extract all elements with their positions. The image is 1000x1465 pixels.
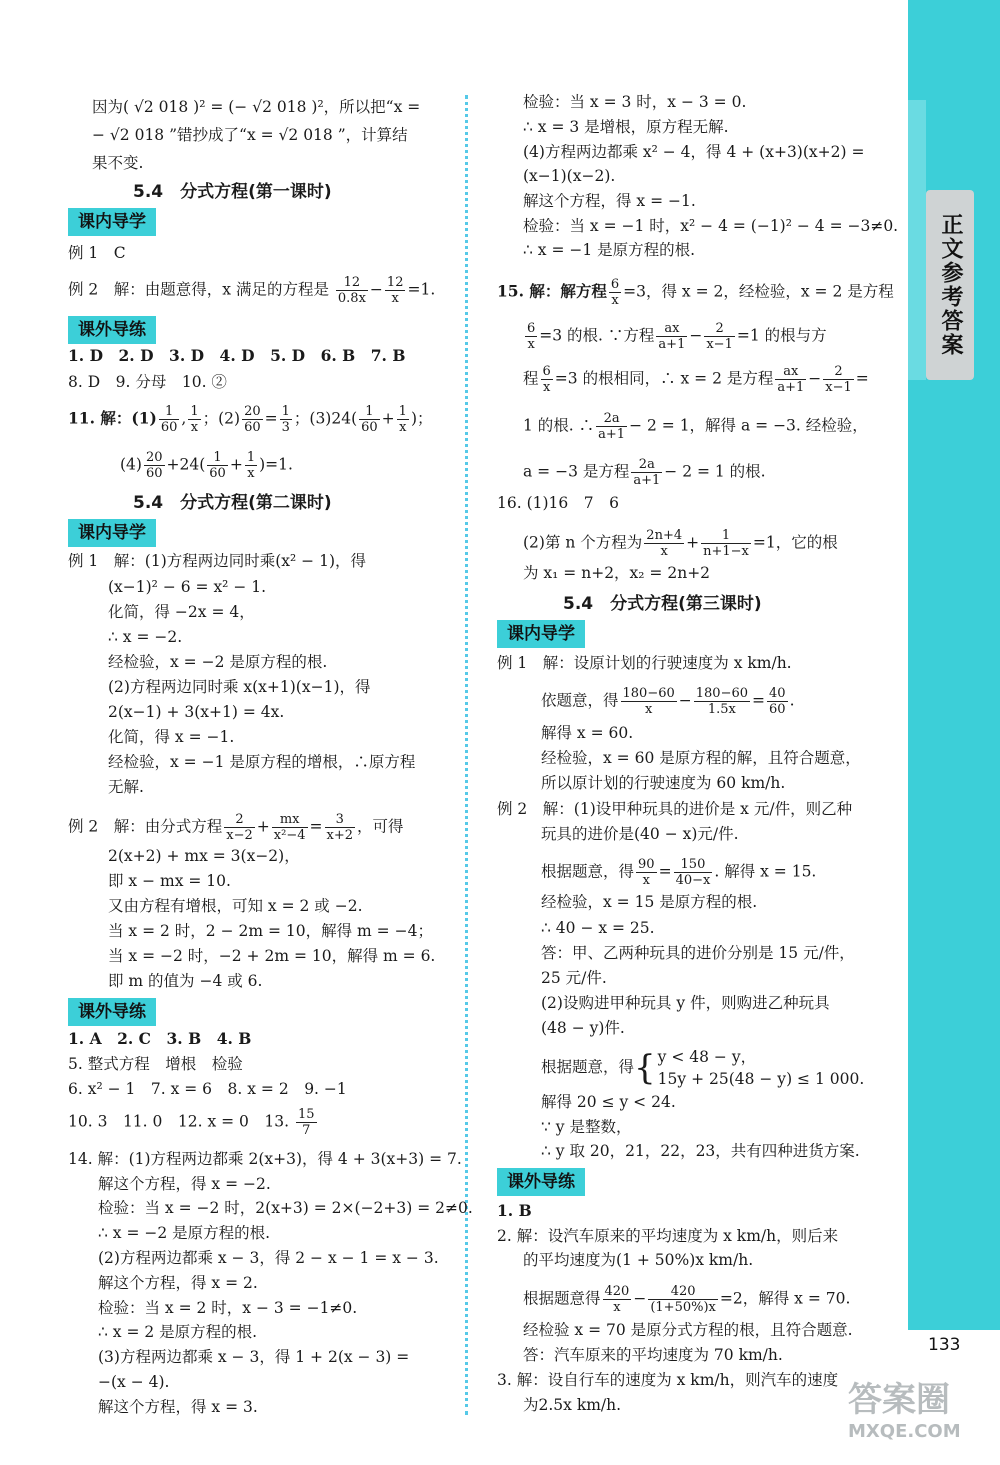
kw1-line-1: 1. D 2. D 3. D 4. D 5. D 6. B 7. B: [68, 346, 406, 365]
ex2c-line-7: 25 元/件.: [541, 969, 607, 987]
ex1b-line-7: 化简，得 x = −1.: [108, 728, 235, 746]
section-tag-kwai-2: 课外导练: [68, 998, 156, 1026]
ex2-line: 例 2 解：由题意得，x 满足的方程是 $\frac{12}{0.8x}$ − $\frac{12}{x}$ =1.: [68, 275, 436, 306]
section-tag-knei-1: 课内导学: [68, 208, 156, 236]
ex2c-line-6: 答：甲、乙两种玩具的进价分别是 15 元/件，: [541, 944, 855, 962]
page-number: 133: [928, 1335, 961, 1355]
ex2c-line-12: ∴ y 取 20，21，22，23，共有四种进货方案.: [541, 1142, 860, 1160]
ex1c-line-3: 解得 x = 60.: [541, 724, 634, 742]
kw3-line-3: 的平均速度为(1 + 50%)x km/h.: [523, 1251, 754, 1269]
q14-line-0: 14. 解：(1)方程两边都乘 2(x+3)，得 4 + 3(x+3) = 7.: [68, 1150, 462, 1168]
ex1c-line-5: 所以原计划的行驶速度为 60 km/h.: [541, 774, 786, 792]
ex2b-line-6: 即 m 的值为 −4 或 6.: [108, 972, 263, 990]
top-line-0: 检验：当 x = 3 时，x − 3 = 0.: [523, 93, 747, 111]
kw2-line-3: 6. x² − 1 7. x = 6 8. x = 2 9. −1: [68, 1080, 347, 1098]
ex2c-line-9: (48 − y)件.: [541, 1019, 625, 1037]
section-tag-kwai-1: 课外导练: [68, 316, 156, 344]
sidebar-tab: [908, 0, 1000, 1330]
kw3-line-7: 3. 解：设自行车的速度为 x km/h，则汽车的速度: [497, 1371, 839, 1389]
q14-line-6: 检验：当 x = 2 时，x − 3 = −1≠0.: [98, 1299, 358, 1317]
ex1b-line-9: 无解.: [108, 778, 144, 796]
q14-line-10: 解这个方程，得 x = 3.: [98, 1398, 258, 1416]
ex1c-line-2: 依题意，得 $\frac{180-60}{x}$ − $\frac{180-60}{1.5x}$ = $\frac{40}{60}$ .: [541, 686, 795, 717]
q16-line-3: 为 x₁ = n+2，x₂ = 2n+2: [523, 564, 711, 582]
ex2b-line-0: 例 2 解：由分式方程 $\frac{2}{x-2}$ + $\frac{mx}{\text{x²−4}}$ = $\frac{3}{x+2}$ ，可得: [68, 812, 404, 843]
ex2c-line-3: 根据题意，得 $\frac{90}{x}$ = $\frac{150}{40-x}$ . 解得 x = 15.: [541, 857, 817, 888]
section-title-1: 5.4 分式方程(第一课时): [133, 182, 332, 202]
top-line-4: 解这个方程，得 x = −1.: [523, 192, 696, 210]
kw3-line-4: 根据题意得 $\frac{420}{x}$ − $\frac{420}{(1+50\%)x}$ =2，解得 x = 70.: [523, 1284, 851, 1315]
section-tag-knei-3: 课内导学: [497, 620, 585, 648]
intro-line-3: 果不变.: [92, 154, 144, 172]
kw3-line-8: 为2.5x km/h.: [523, 1396, 622, 1414]
ex1b-line-0: 例 1 解：(1)方程两边同时乘(x² − 1)，得: [68, 552, 366, 570]
q15-line-5: a = −3 是方程 $\frac{2a}{a+1}$ − 2 = 1 的根.: [523, 457, 766, 488]
ex1-line: 例 1 C: [68, 244, 126, 262]
ex1b-line-8: 经检验，x = −1 是原方程的增根，∴原方程: [108, 753, 416, 771]
kw2-line-2: 5. 整式方程 增根 检验: [68, 1055, 243, 1073]
section-tag-kwai-3: 课外导练: [497, 1168, 585, 1196]
ex2b-line-3: 又由方程有增根，可知 x = 2 或 −2.: [108, 897, 363, 915]
ex1b-line-6: 2(x−1) + 3(x+1) = 4x.: [108, 703, 285, 721]
sidebar-label: 正文参考答案: [926, 190, 974, 380]
top-line-1: ∴ x = 3 是增根，原方程无解.: [523, 118, 729, 136]
kw3-line-5: 经检验 x = 70 是原分式方程的根，且符合题意.: [523, 1321, 853, 1339]
kw3-line-2: 2. 解：设汽车原来的平均速度为 x km/h，则后来: [497, 1227, 839, 1245]
watermark-line-2: MXQE.COM: [848, 1421, 961, 1442]
ex2b-line-1: 2(x+2) + mx = 3(x−2)，: [108, 847, 300, 865]
top-line-2: (4)方程两边都乘 x² − 4，得 4 + (x+3)(x+2) =: [523, 143, 865, 161]
q15-line-4: 1 的根. ∴ $\frac{2a}{a+1}$ − 2 = 1，解得 a = −3. 经检验，: [523, 411, 868, 442]
sidebar-notch: [908, 100, 926, 380]
kw1-line-2: 8. D 9. 分母 10. ②: [68, 373, 227, 391]
kw2-line-1: 1. A 2. C 3. B 4. B: [68, 1029, 252, 1048]
q14-line-4: (2)方程两边都乘 x − 3，得 2 − x − 1 = x − 3.: [98, 1249, 439, 1267]
top-line-3: (x−1)(x−2).: [523, 167, 616, 185]
q15-line-3: 程 $\frac{6}{x}$ =3 的根相同，∴ x = 2 是方程 $\frac{ax}{a+1}$ − $\frac{2}{x-1}$ =: [523, 364, 869, 395]
section-tag-knei-2: 课内导学: [68, 519, 156, 547]
ex2c-line-1: 例 2 解：(1)设甲种玩具的进价是 x 元/件，则乙种: [497, 800, 853, 818]
q14-line-7: ∴ x = 2 是原方程的根.: [98, 1323, 258, 1341]
watermark: [848, 1380, 998, 1460]
watermark-line-1: 答案圈: [848, 1380, 950, 1420]
q14-line-2: 检验：当 x = −2 时，2(x+3) = 2×(−2+3) = 2≠0.: [98, 1199, 473, 1217]
q11-line-2: (4) $\frac{20}{60}$ +24( $\frac{1}{60}$ + $\frac{1}{x}$ )=1.: [120, 450, 293, 481]
ex2c-line-5: ∴ 40 − x = 25.: [541, 919, 655, 937]
ex1b-line-2: 化简，得 −2x = 4，: [108, 603, 255, 621]
ex2c-line-10: 解得 20 ≤ y < 24.: [541, 1093, 676, 1111]
q15-line-1: 15. 解：解方程 $\frac{6}{x}$ =3，得 x = 2，经检验，x = 2 是方程: [497, 277, 894, 308]
ex1c-line-1: 例 1 解：设原计划的行驶速度为 x km/h.: [497, 654, 792, 672]
ex2c-line-11: ∵ y 是整数，: [541, 1118, 632, 1136]
top-line-5: 检验：当 x = −1 时，x² − 4 = (−1)² − 4 = −3≠0.: [523, 217, 899, 235]
intro-line-1: 因为( √2 018 )² = (− √2 018 )²，所以把“x =: [92, 98, 421, 116]
q11-line-1: 11. 解：(1) $\frac{1}{60}$ , $\frac{1}{x}$ ；(2) $\frac{20}{60}$ = $\frac{1}{3}$ ；(3)24( $\frac{1}{60}$ + $\frac{1}{x}$ )；: [68, 404, 433, 435]
ex2c-system: 根据题意，得{ y < 48 − y， 15y + 25(48 − y) ≤ 1 000.: [541, 1048, 865, 1088]
ex2b-line-4: 当 x = 2 时，2 − 2m = 10，解得 m = −4；: [108, 922, 433, 940]
ex1b-line-4: 经检验，x = −2 是原方程的根.: [108, 653, 328, 671]
q14-line-8: (3)方程两边都乘 x − 3，得 1 + 2(x − 3) =: [98, 1348, 410, 1366]
q16-line-1: 16. (1)16 7 6: [497, 494, 619, 512]
q14-line-5: 解这个方程，得 x = 2.: [98, 1274, 258, 1292]
ex2b-line-5: 当 x = −2 时，−2 + 2m = 10，解得 m = 6.: [108, 947, 436, 965]
intro-line-2: − √2 018 ”错抄成了“x = √2 018 ”，计算结: [92, 126, 408, 144]
ex1c-line-4: 经检验，x = 60 是原方程的解，且符合题意，: [541, 749, 861, 767]
ex2c-line-4: 经检验，x = 15 是原方程的根.: [541, 893, 758, 911]
kw3-line-6: 答：汽车原来的平均速度为 70 km/h.: [523, 1346, 783, 1364]
kw3-line-1: 1. B: [497, 1201, 532, 1220]
top-line-6: ∴ x = −1 是原方程的根.: [523, 241, 696, 259]
section-title-3: 5.4 分式方程(第三课时): [563, 594, 762, 614]
q14-line-9: −(x − 4).: [98, 1373, 170, 1391]
q14-line-3: ∴ x = −2 是原方程的根.: [98, 1224, 271, 1242]
kw2-line-4: 10. 3 11. 0 12. x = 0 13. $\frac{15}{7}$: [68, 1107, 315, 1138]
ex1b-line-5: (2)方程两边同时乘 x(x+1)(x−1)，得: [108, 678, 371, 696]
q15-line-2: $\frac{6}{x}$ =3 的根. ∵方程 $\frac{ax}{a+1}$ − $\frac{2}{x-1}$ =1 的根与方: [527, 321, 827, 352]
ex1b-line-1: (x−1)² − 6 = x² − 1.: [108, 578, 267, 596]
ex1b-line-3: ∴ x = −2.: [108, 628, 183, 646]
ex2c-line-8: (2)设购进甲种玩具 y 件，则购进乙种玩具: [541, 994, 830, 1012]
ex2c-line-2: 玩具的进价是(40 − x)元/件.: [541, 825, 739, 843]
q16-line-2: (2)第 n 个方程为 $\frac{2n+4}{x}$ + $\frac{1}{n+1-x}$ =1，它的根: [523, 528, 838, 559]
ex2b-line-2: 即 x − mx = 10.: [108, 872, 231, 890]
section-title-2: 5.4 分式方程(第二课时): [133, 493, 332, 513]
q14-line-1: 解这个方程，得 x = −2.: [98, 1175, 271, 1193]
